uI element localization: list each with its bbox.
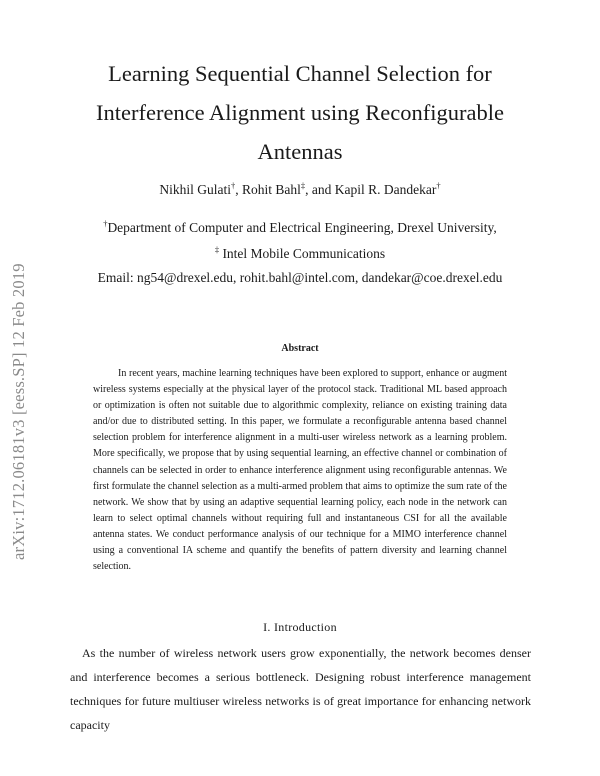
affiliation-mark: ‡ [300,180,306,191]
author-name: Rohit Bahl [242,182,301,197]
affiliation-mark: † [231,180,236,191]
introduction-paragraph: As the number of wireless network users grow exponentially, the network becomes denser and interference becomes a serious bottleneck. Designing robust interference management techniques for future multiuser wireless networks is of great importance for enhancing network capacity [70,646,531,732]
title-line-3: Antennas [257,139,343,164]
paper-title [60,54,540,171]
author-emails: Email: ng54@drexel.edu, rohit.bahl@intel.com, dandekar@coe.drexel.edu [97,270,503,285]
abstract-heading: Abstract [281,343,319,354]
abstract-text: In recent years, machine learning techniques have been explored to support, enhance or augment wireless systems especially at the physical layer of the protocol stack. Traditional ML based approach or optimization is often not suitable due to algorithmic complexity, reliance on existing training data and/or due to distributed setting. In this paper, we formulate a reconfigurable antenna based channel selection problem for interference alignment in a multi-user wireless network as a learning problem. More specifically, we propose that by using sequential learning, an effective channel or combination of channels can be selected in order to enhance interference alignment using reconfigurable antennas. We first formulate the channel selection as a multi-armed problem that aims to optimize the sum rate of the network. We show that by using an adaptive sequential learning policy, each node in the network can learn to select optimal channels without requiring full and instantaneous CSI for all the available antenna states. We conduct performance analysis of our technique for a MIMO interference channel using a conventional IA scheme and quantify the benefits of pattern diversity and learning channel selection. [93,368,507,573]
affiliation-mark: † [103,218,108,229]
title-line-1: Learning Sequential Channel Selection for [108,61,492,86]
affiliation-mark: ‡ [214,244,220,255]
affiliation-mark: † [436,180,441,191]
department-text: Department of Computer and Electrical Engineering, Drexel University, [107,220,497,235]
section-heading: I. Introduction [263,620,337,634]
author-separator: , and [305,182,335,197]
author-name: Nikhil Gulati [159,182,231,197]
company-text: Intel Mobile Communications [219,246,386,261]
title-line-2: Interference Alignment using Reconfigurable [96,100,504,125]
author-name: Kapil R. Dandekar [334,182,437,197]
author-list [60,182,540,198]
affiliation-department [60,220,540,236]
arxiv-identifier-stamp: arXiv:1712.06181v3 [eess.SP] 12 Feb 2019 [9,263,28,560]
author-separator: , [235,182,242,197]
affiliation-company [60,246,540,262]
